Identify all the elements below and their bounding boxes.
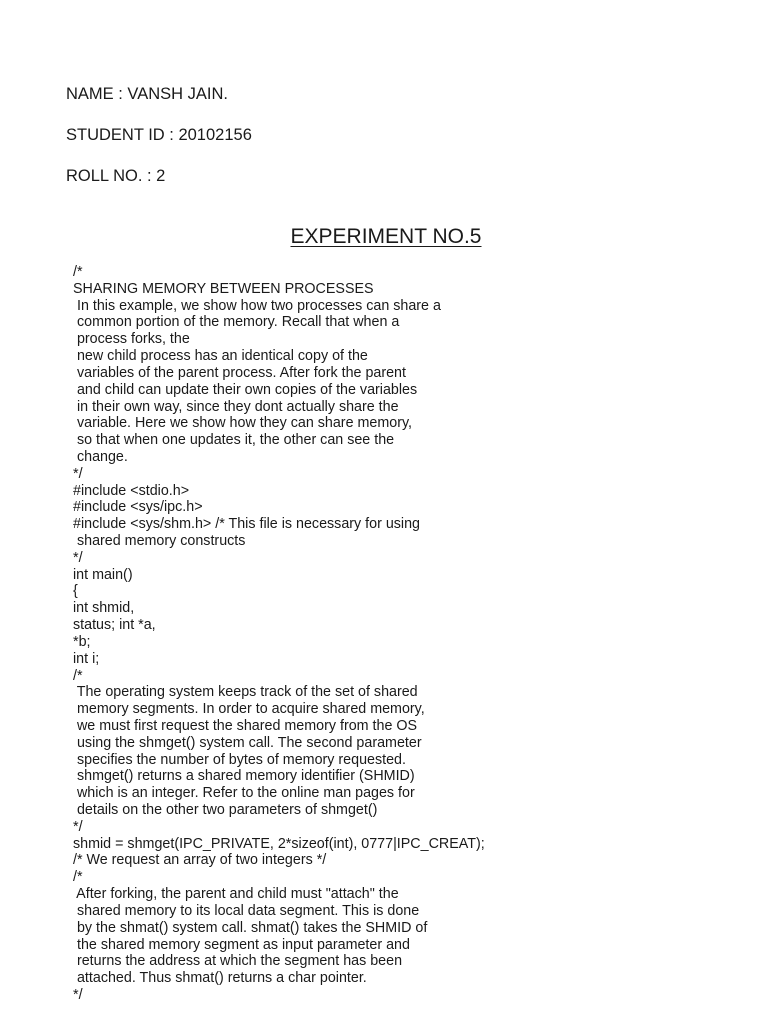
code-line: attached. Thus shmat() returns a char pointer. — [73, 970, 367, 987]
code-line: shmid = shmget(IPC_PRIVATE, 2*sizeof(int), 0777|IPC_CREAT); — [73, 835, 485, 852]
code-line: /* — [73, 667, 83, 684]
code-line: and child can update their own copies of the variables — [73, 381, 418, 398]
code-listing — [73, 264, 485, 1004]
student-name: NAME : VANSH JAIN. — [66, 85, 228, 103]
code-line: common portion of the memory. Recall that when a — [73, 314, 400, 331]
code-line: After forking, the parent and child must "attach" the — [73, 886, 399, 903]
code-line: variable. Here we show how they can share memory, — [73, 415, 413, 432]
student-info — [66, 84, 252, 207]
code-line: */ — [73, 465, 83, 482]
code-line: #include <sys/ipc.h> — [73, 499, 203, 516]
code-line: int main() — [73, 566, 133, 583]
code-line: new child process has an identical copy of the — [73, 348, 368, 365]
code-line: */ — [73, 818, 83, 835]
code-line: process forks, the — [73, 331, 190, 348]
code-line: SHARING MEMORY BETWEEN PROCESSES — [73, 280, 374, 297]
code-line: status; int *a, — [73, 617, 156, 634]
code-line: memory segments. In order to acquire shared memory, — [73, 701, 425, 718]
code-line: int i; — [73, 650, 100, 667]
code-line: /* — [73, 869, 83, 886]
code-line: { — [73, 583, 78, 600]
code-line: the shared memory segment as input parameter and — [73, 936, 410, 953]
code-line: *b; — [73, 633, 91, 650]
code-line: int shmid, — [73, 600, 135, 617]
code-line: in their own way, since they dont actually share the — [73, 398, 399, 415]
code-line: so that when one updates it, the other can see the — [73, 432, 395, 449]
code-line: /* — [73, 264, 83, 280]
code-line: shared memory constructs — [73, 533, 246, 549]
code-line: by the shmat() system call. shmat() takes the SHMID of — [73, 919, 428, 936]
code-line: In this example, we show how two processes can share a — [73, 297, 441, 314]
code-line: using the shmget() system call. The second parameter — [73, 734, 422, 751]
code-line: shmget() returns a shared memory identifier (SHMID) — [73, 768, 415, 785]
code-line: #include <sys/shm.h> /* This file is necessary for using — [73, 516, 420, 533]
roll-number: ROLL NO. : 2 — [66, 167, 166, 185]
student-id: STUDENT ID : 20102156 — [66, 126, 252, 144]
code-line: shared memory to its local data segment. This is done — [73, 902, 420, 919]
code-line: The operating system keeps track of the set of shared — [73, 684, 418, 701]
code-line: /* We request an array of two integers */ — [73, 852, 327, 869]
code-line: variables of the parent process. After fork the parent — [73, 364, 406, 381]
code-line: */ — [73, 986, 83, 1003]
code-line: we must first request the shared memory from the OS — [73, 717, 418, 734]
code-line: returns the address at which the segment has been — [73, 953, 403, 970]
code-line: change. — [73, 448, 128, 465]
code-line: details on the other two parameters of shmget() — [73, 802, 378, 818]
experiment-title: EXPERIMENT NO.5 — [290, 225, 482, 248]
code-line: #include <stdio.h> — [73, 482, 190, 499]
code-line: specifies the number of bytes of memory requested. — [73, 751, 406, 768]
code-line: which is an integer. Refer to the online man pages for — [73, 785, 415, 802]
code-line: */ — [73, 549, 83, 566]
